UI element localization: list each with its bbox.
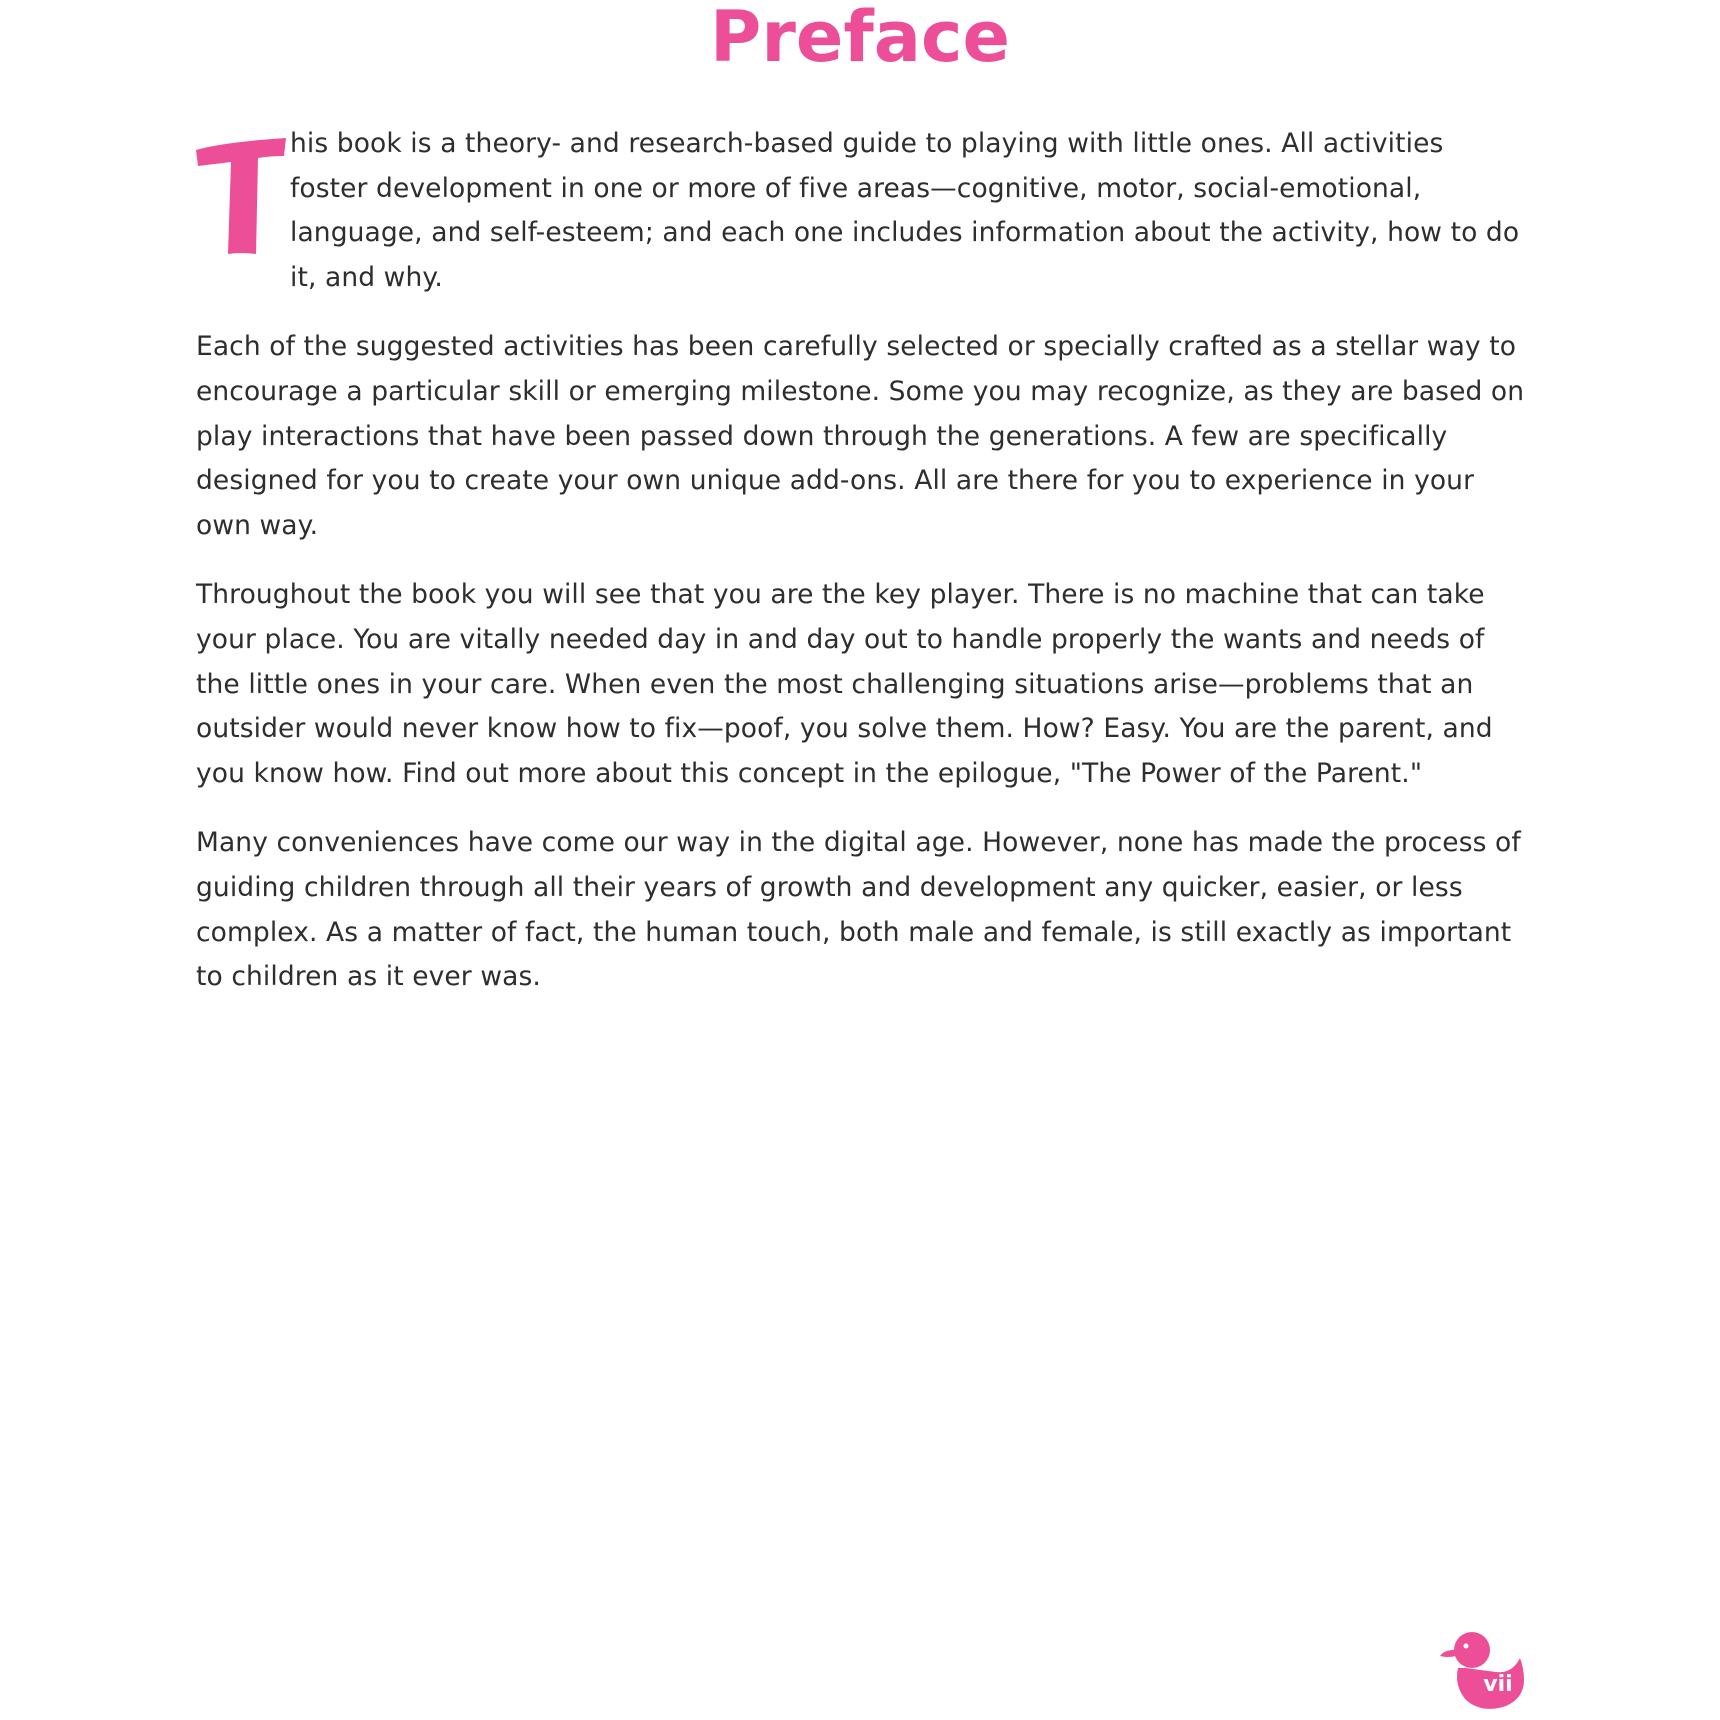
paragraph-activities: Each of the suggested activities has been carefully selected or specially crafted as a stellar way to encourage a particular skill or emerging milestone. Some you may recognize, as they are based on play interactions that have been passed down through the generations. A few are specifically designed for you to create your own unique add-ons. All are there for you to experience in your own way. xyxy=(196,331,1525,541)
body-text xyxy=(196,122,1526,1025)
paragraph-digital-age: Many conveniences have come our way in the digital age. However, none has made the process of guiding children through all their years of growth and development any quicker, easier, or less complex. As a matter of fact, the human touch, both male and female, is still exactly as important to children as it ever was. xyxy=(196,827,1521,993)
rubber-duck-icon xyxy=(1436,1628,1528,1712)
paragraph-key-player: Throughout the book you will see that you are the key player. There is no machine that can take your place. You are vitally needed day in and day out to handle properly the wants and needs of the little ones in your care. When even the most challenging situations arise—problems that an outsider would never know how to fix—poof, you solve them. How? Easy. You are the parent, and you know how. Find out more about this concept in the epilogue, "The Power of the Parent." xyxy=(196,579,1493,789)
paragraph-intro xyxy=(196,122,1526,300)
paragraph-text: his book is a theory- and research-based guide to playing with little ones. All activities foster development in one or more of five areas—cognitive, motor, social-emotional, language, and self-esteem; and each one includes information about the activity, how to do it, and why. xyxy=(290,128,1520,293)
page-title: Preface xyxy=(710,0,1010,78)
dropcap-letter xyxy=(194,134,288,258)
page-number: vii xyxy=(1483,1672,1513,1697)
page-number-badge xyxy=(1436,1628,1528,1712)
